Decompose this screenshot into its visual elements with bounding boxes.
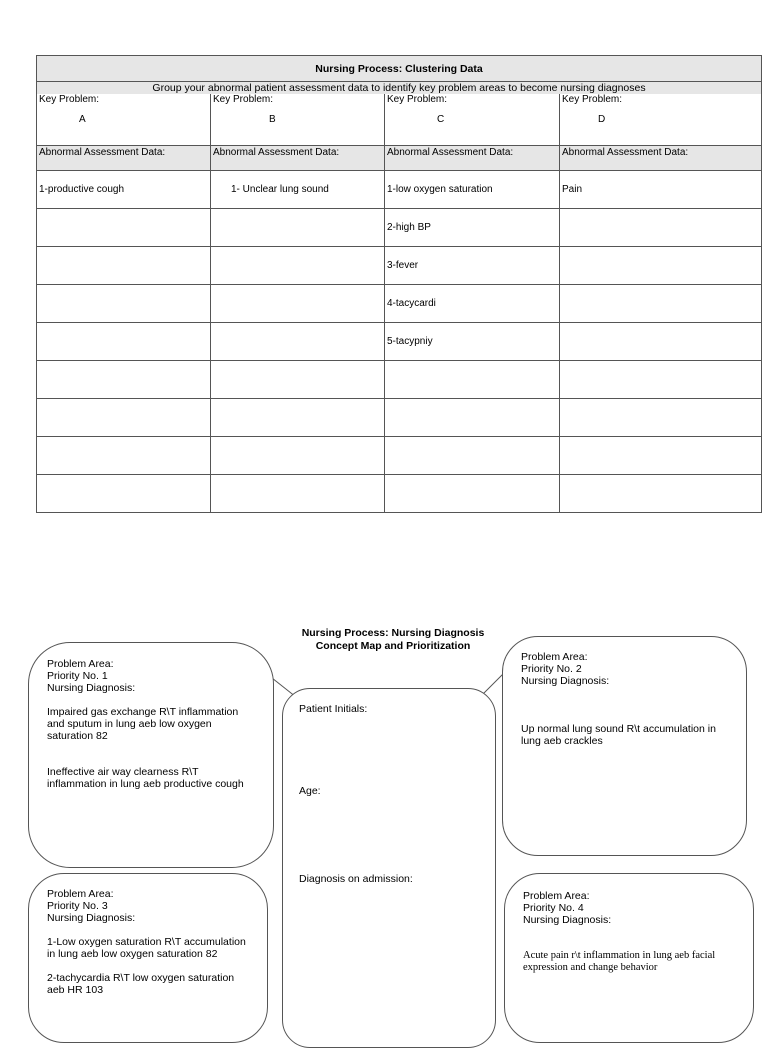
problem-area-label: Problem Area: [47, 658, 114, 670]
priority-2-box [502, 636, 747, 856]
key-problem-letter: D [598, 114, 606, 125]
age-label: Age: [299, 785, 321, 797]
priority-label: Priority No. 3 [47, 900, 108, 912]
patient-initials-label: Patient Initials: [299, 703, 368, 715]
diagnosis-text: Impaired gas exchange R\T inflammation and sputum in lung aeb low oxygen saturation 82 [47, 706, 239, 742]
priority-label: Priority No. 4 [523, 902, 584, 914]
nursing-diagnosis-label: Nursing Diagnosis: [523, 914, 612, 926]
diagnosis-text: Up normal lung sound R\t accumulation in lung aeb crackles [521, 723, 716, 747]
concept-map-title-line2: Concept Map and Prioritization [315, 640, 471, 652]
key-problem-label: Key Problem: [39, 94, 100, 105]
key-problem-letter: B [269, 114, 276, 125]
priority-label: Priority No. 2 [521, 663, 582, 675]
nursing-diagnosis-label: Nursing Diagnosis: [521, 675, 610, 687]
table-cell: Pain [560, 171, 762, 209]
table-cell: 4-tacycardi [385, 285, 560, 323]
diagnosis-text: 2-tachycardia R\T low oxygen saturation aeb HR 103 [47, 972, 235, 996]
abnormal-data-label: Abnormal Assessment Data: [385, 146, 560, 171]
key-problem-letter: C [437, 114, 445, 125]
problem-area-label: Problem Area: [47, 888, 114, 900]
table-subtitle: Group your abnormal patient assessment data to identify key problem areas to become nursing diagnoses [37, 82, 762, 95]
nursing-diagnosis-label: Nursing Diagnosis: [47, 912, 136, 924]
table-cell: 5-tacypniy [385, 323, 560, 361]
table-cell: 1-low oxygen saturation [385, 171, 560, 209]
concept-map-title-line1: Nursing Process: Nursing Diagnosis [301, 627, 485, 639]
key-problem-label: Key Problem: [562, 94, 623, 105]
diagnosis-text: Acute pain r\t inflammation in lung aeb facial expression and change behavior [523, 950, 716, 973]
key-problem-label: Key Problem: [387, 94, 448, 105]
abnormal-data-label: Abnormal Assessment Data: [211, 146, 385, 171]
abnormal-data-label: Abnormal Assessment Data: [37, 146, 211, 171]
problem-area-label: Problem Area: [523, 890, 590, 902]
priority-1-box [28, 642, 274, 868]
abnormal-data-label: Abnormal Assessment Data: [560, 146, 762, 171]
problem-area-label: Problem Area: [521, 651, 588, 663]
patient-info-box [282, 688, 496, 1048]
nursing-diagnosis-label: Nursing Diagnosis: [47, 682, 136, 694]
priority-4-box [504, 873, 754, 1043]
key-problem-label: Key Problem: [213, 94, 274, 105]
table-title: Nursing Process: Clustering Data [37, 56, 762, 82]
table-cell: 2-high BP [385, 209, 560, 247]
priority-3-box [28, 873, 268, 1043]
admission-diagnosis-label: Diagnosis on admission: [299, 873, 413, 885]
diagnosis-text: Ineffective air way clearness R\T inflammation in lung aeb productive cough [47, 766, 244, 790]
diagnosis-text: 1-Low oxygen saturation R\T accumulation in lung aeb low oxygen saturation 82 [47, 936, 246, 960]
table-cell: 3-fever [385, 247, 560, 285]
priority-label: Priority No. 1 [47, 670, 108, 682]
table-cell: 1-productive cough [37, 171, 211, 209]
table-cell: 1- Unclear lung sound [211, 171, 385, 209]
key-problem-letter: A [79, 114, 86, 125]
